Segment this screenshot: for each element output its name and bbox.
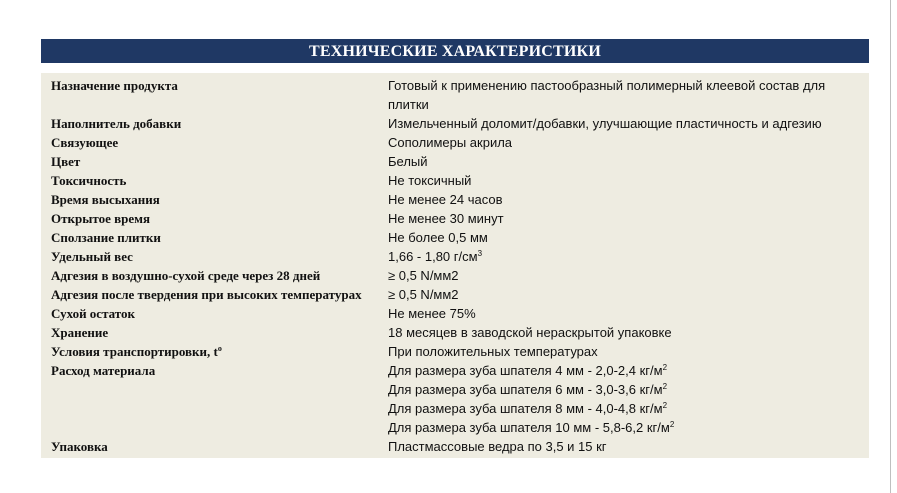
table-row bbox=[41, 228, 869, 247]
row-label: Наполнитель добавки bbox=[51, 116, 182, 131]
row-value: ≥ 0,5 N/мм2 bbox=[388, 287, 459, 302]
row-value: Готовый к применению пастообразный полимерный клеевой состав для плитки bbox=[388, 78, 826, 112]
row-value: Не менее 24 часов bbox=[388, 192, 503, 207]
row-label: Открытое время bbox=[51, 211, 151, 226]
row-label: Адгезия после твердения при высоких температурах bbox=[51, 287, 362, 302]
row-label: Время высыхания bbox=[51, 192, 160, 207]
table-row bbox=[41, 171, 869, 190]
row-label: Удельный вес bbox=[51, 249, 133, 264]
consumption-line bbox=[388, 380, 869, 399]
row-value: Белый bbox=[388, 154, 428, 169]
table-row bbox=[41, 342, 869, 361]
superscript: 2 bbox=[662, 363, 668, 372]
value-text: Для размера зуба шпателя 10 мм - 5,8-6,2 кг/м bbox=[388, 420, 670, 435]
row-value: Пластмассовые ведра по 3,5 и 15 кг bbox=[388, 439, 607, 454]
row-label: Адгезия в воздушно-сухой среде через 28 дней bbox=[51, 268, 321, 283]
table-row bbox=[41, 133, 869, 152]
superscript: 3 bbox=[477, 249, 483, 258]
value-text: Для размера зуба шпателя 8 мм - 4,0-4,8 кг/м bbox=[388, 401, 663, 416]
row-value: ≥ 0,5 N/мм2 bbox=[388, 268, 459, 283]
superscript: 2 bbox=[662, 401, 668, 410]
table-row bbox=[41, 285, 869, 304]
table-row bbox=[41, 304, 869, 323]
row-value bbox=[379, 247, 869, 266]
row-label: Расход материала bbox=[51, 363, 156, 378]
row-value: 18 месяцев в заводской нераскрытой упаковке bbox=[388, 325, 672, 340]
row-value: Измельченный доломит/добавки, улучшающие пластичность и адгезию bbox=[388, 116, 822, 131]
section-title: ТЕХНИЧЕСКИЕ ХАРАКТЕРИСТИКИ bbox=[41, 39, 869, 63]
value-text: Для размера зуба шпателя 4 мм - 2,0-2,4 кг/м bbox=[388, 363, 663, 378]
consumption-line bbox=[388, 399, 869, 418]
row-value: Не более 0,5 мм bbox=[388, 230, 488, 245]
row-value bbox=[379, 361, 869, 437]
superscript: о bbox=[217, 344, 222, 353]
row-label: Назначение продукта bbox=[51, 78, 178, 93]
row-value: Не токсичный bbox=[388, 173, 472, 188]
consumption-line bbox=[388, 418, 869, 437]
table-row bbox=[41, 247, 869, 266]
table-row bbox=[41, 190, 869, 209]
row-label: Упаковка bbox=[51, 439, 108, 454]
table-row bbox=[41, 437, 869, 458]
table-row bbox=[41, 323, 869, 342]
superscript: 2 bbox=[669, 420, 675, 429]
row-label: Сухой остаток bbox=[51, 306, 135, 321]
row-label: Токсичность bbox=[51, 173, 127, 188]
table-row bbox=[41, 152, 869, 171]
table-row bbox=[41, 361, 869, 437]
table-row bbox=[41, 209, 869, 228]
specs-table bbox=[41, 73, 869, 458]
label-text: Условия транспортировки, t bbox=[51, 344, 218, 359]
row-label: Цвет bbox=[51, 154, 81, 169]
value-text: Для размера зуба шпателя 6 мм - 3,0-3,6 кг/м bbox=[388, 382, 663, 397]
page-edge-rule bbox=[890, 0, 891, 493]
row-value: При положительных температурах bbox=[388, 344, 598, 359]
table-row bbox=[41, 114, 869, 133]
table-row bbox=[41, 73, 869, 114]
consumption-line bbox=[388, 361, 869, 380]
row-label bbox=[41, 342, 379, 361]
row-label: Связующее bbox=[51, 135, 119, 150]
row-value: Не менее 75% bbox=[388, 306, 476, 321]
table-row bbox=[41, 266, 869, 285]
row-label: Сползание плитки bbox=[51, 230, 161, 245]
superscript: 2 bbox=[662, 382, 668, 391]
row-label: Хранение bbox=[51, 325, 109, 340]
value-text: 1,66 - 1,80 г/см bbox=[388, 249, 478, 264]
row-value: Сополимеры акрила bbox=[388, 135, 513, 150]
row-value: Не менее 30 минут bbox=[388, 211, 504, 226]
